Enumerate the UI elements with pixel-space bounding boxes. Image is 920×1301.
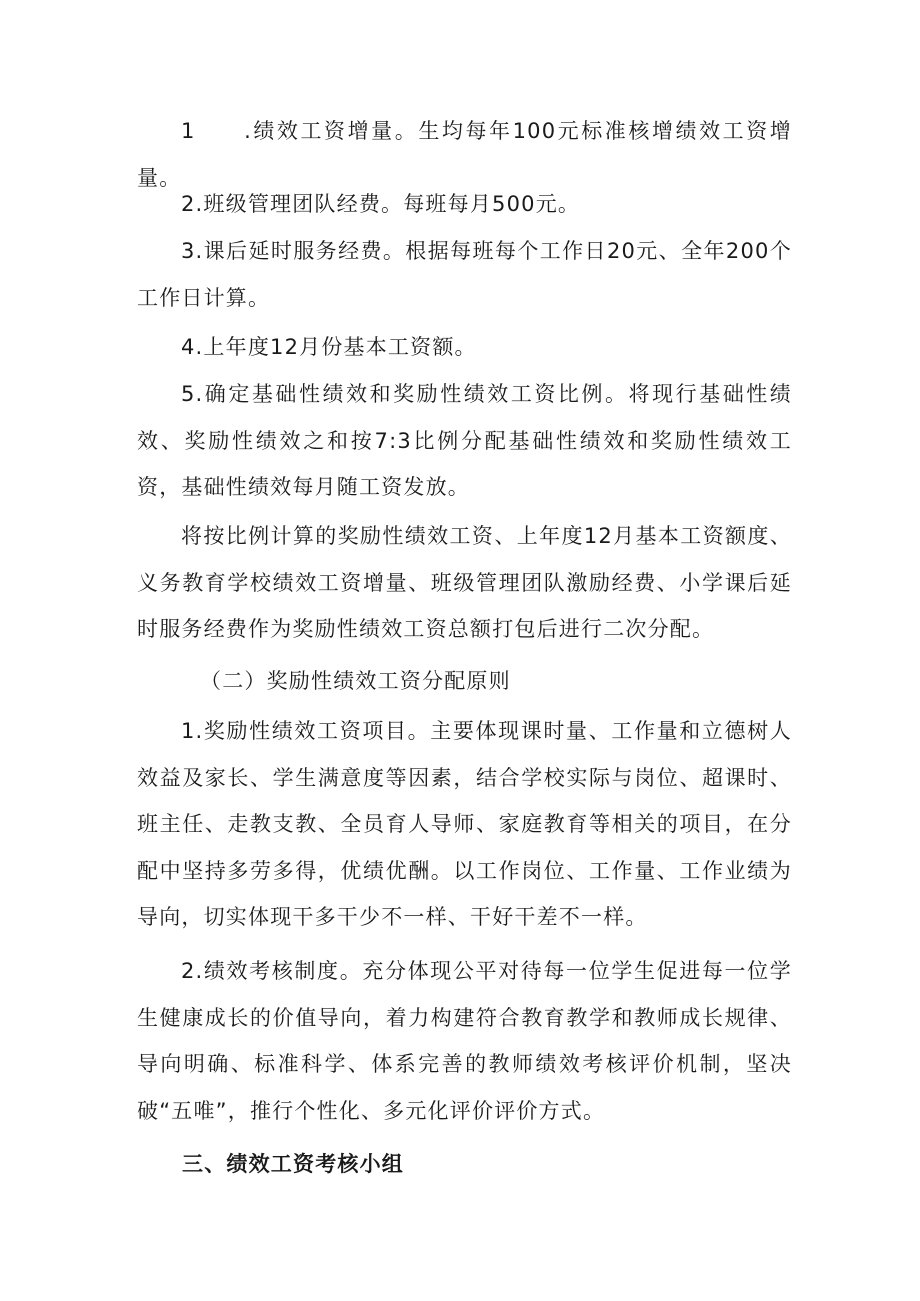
- section-title-assessment-group: 三、绩效工资考核小组: [182, 1152, 404, 1176]
- paragraph-secondary-distribution: 将按比例计算的奖励性绩效工资、上年度12月基本工资额度、义务教育学校绩效工资增量、班级管理团队激励经费、小学课后延时服务经费作为奖励性绩效工资总额打包后进行二次分配。: [137, 524, 792, 641]
- paragraph-class-management-funds: 2.班级管理团队经费。每班每月500元。: [181, 192, 581, 216]
- paragraph-incentive-items: 1.奖励性绩效工资项目。主要体现课时量、工作量和立德树人效益及家长、学生满意度等因素，结合学校实际与岗位、超课时、班主任、走教支教、全员育人导师、家庭教育等相关的项目，在分配中坚持多劳多得，优绩优酬。以工作岗位、工作量、工作业绩为导向，切实体现干多干少不一样、干好干差不一样。: [137, 719, 792, 929]
- paragraph-assessment-system: 2.绩效考核制度。充分体现公平对待每一位学生促进每一位学生健康成长的价值导向，着力构建符合教育教学和教师成长规律、导向明确、标准科学、体系完善的教师绩效考核评价机制，坚决破“五唯”，推行个性化、多元化评价评价方式。: [137, 959, 792, 1123]
- paragraph-after-school-service-funds: 3.课后延时服务经费。根据每班每个工作日20元、全年200个工作日计算。: [137, 239, 792, 310]
- paragraph-december-base-salary: 4.上年度12月份基本工资额。: [181, 335, 477, 359]
- subheading-incentive-principles: （二）奖励性绩效工资分配原则: [200, 669, 511, 693]
- paragraph-performance-ratio: 5.确定基础性绩效和奖励性绩效工资比例。将现行基础性绩效、奖励性绩效之和按7:3比例分配基础性绩效和奖励性绩效工资，基础性绩效每月随工资发放。: [137, 382, 792, 499]
- paragraph-performance-pay-increment: 1 .绩效工资增量。生均每年100元标准核增绩效工资增量。: [137, 119, 792, 190]
